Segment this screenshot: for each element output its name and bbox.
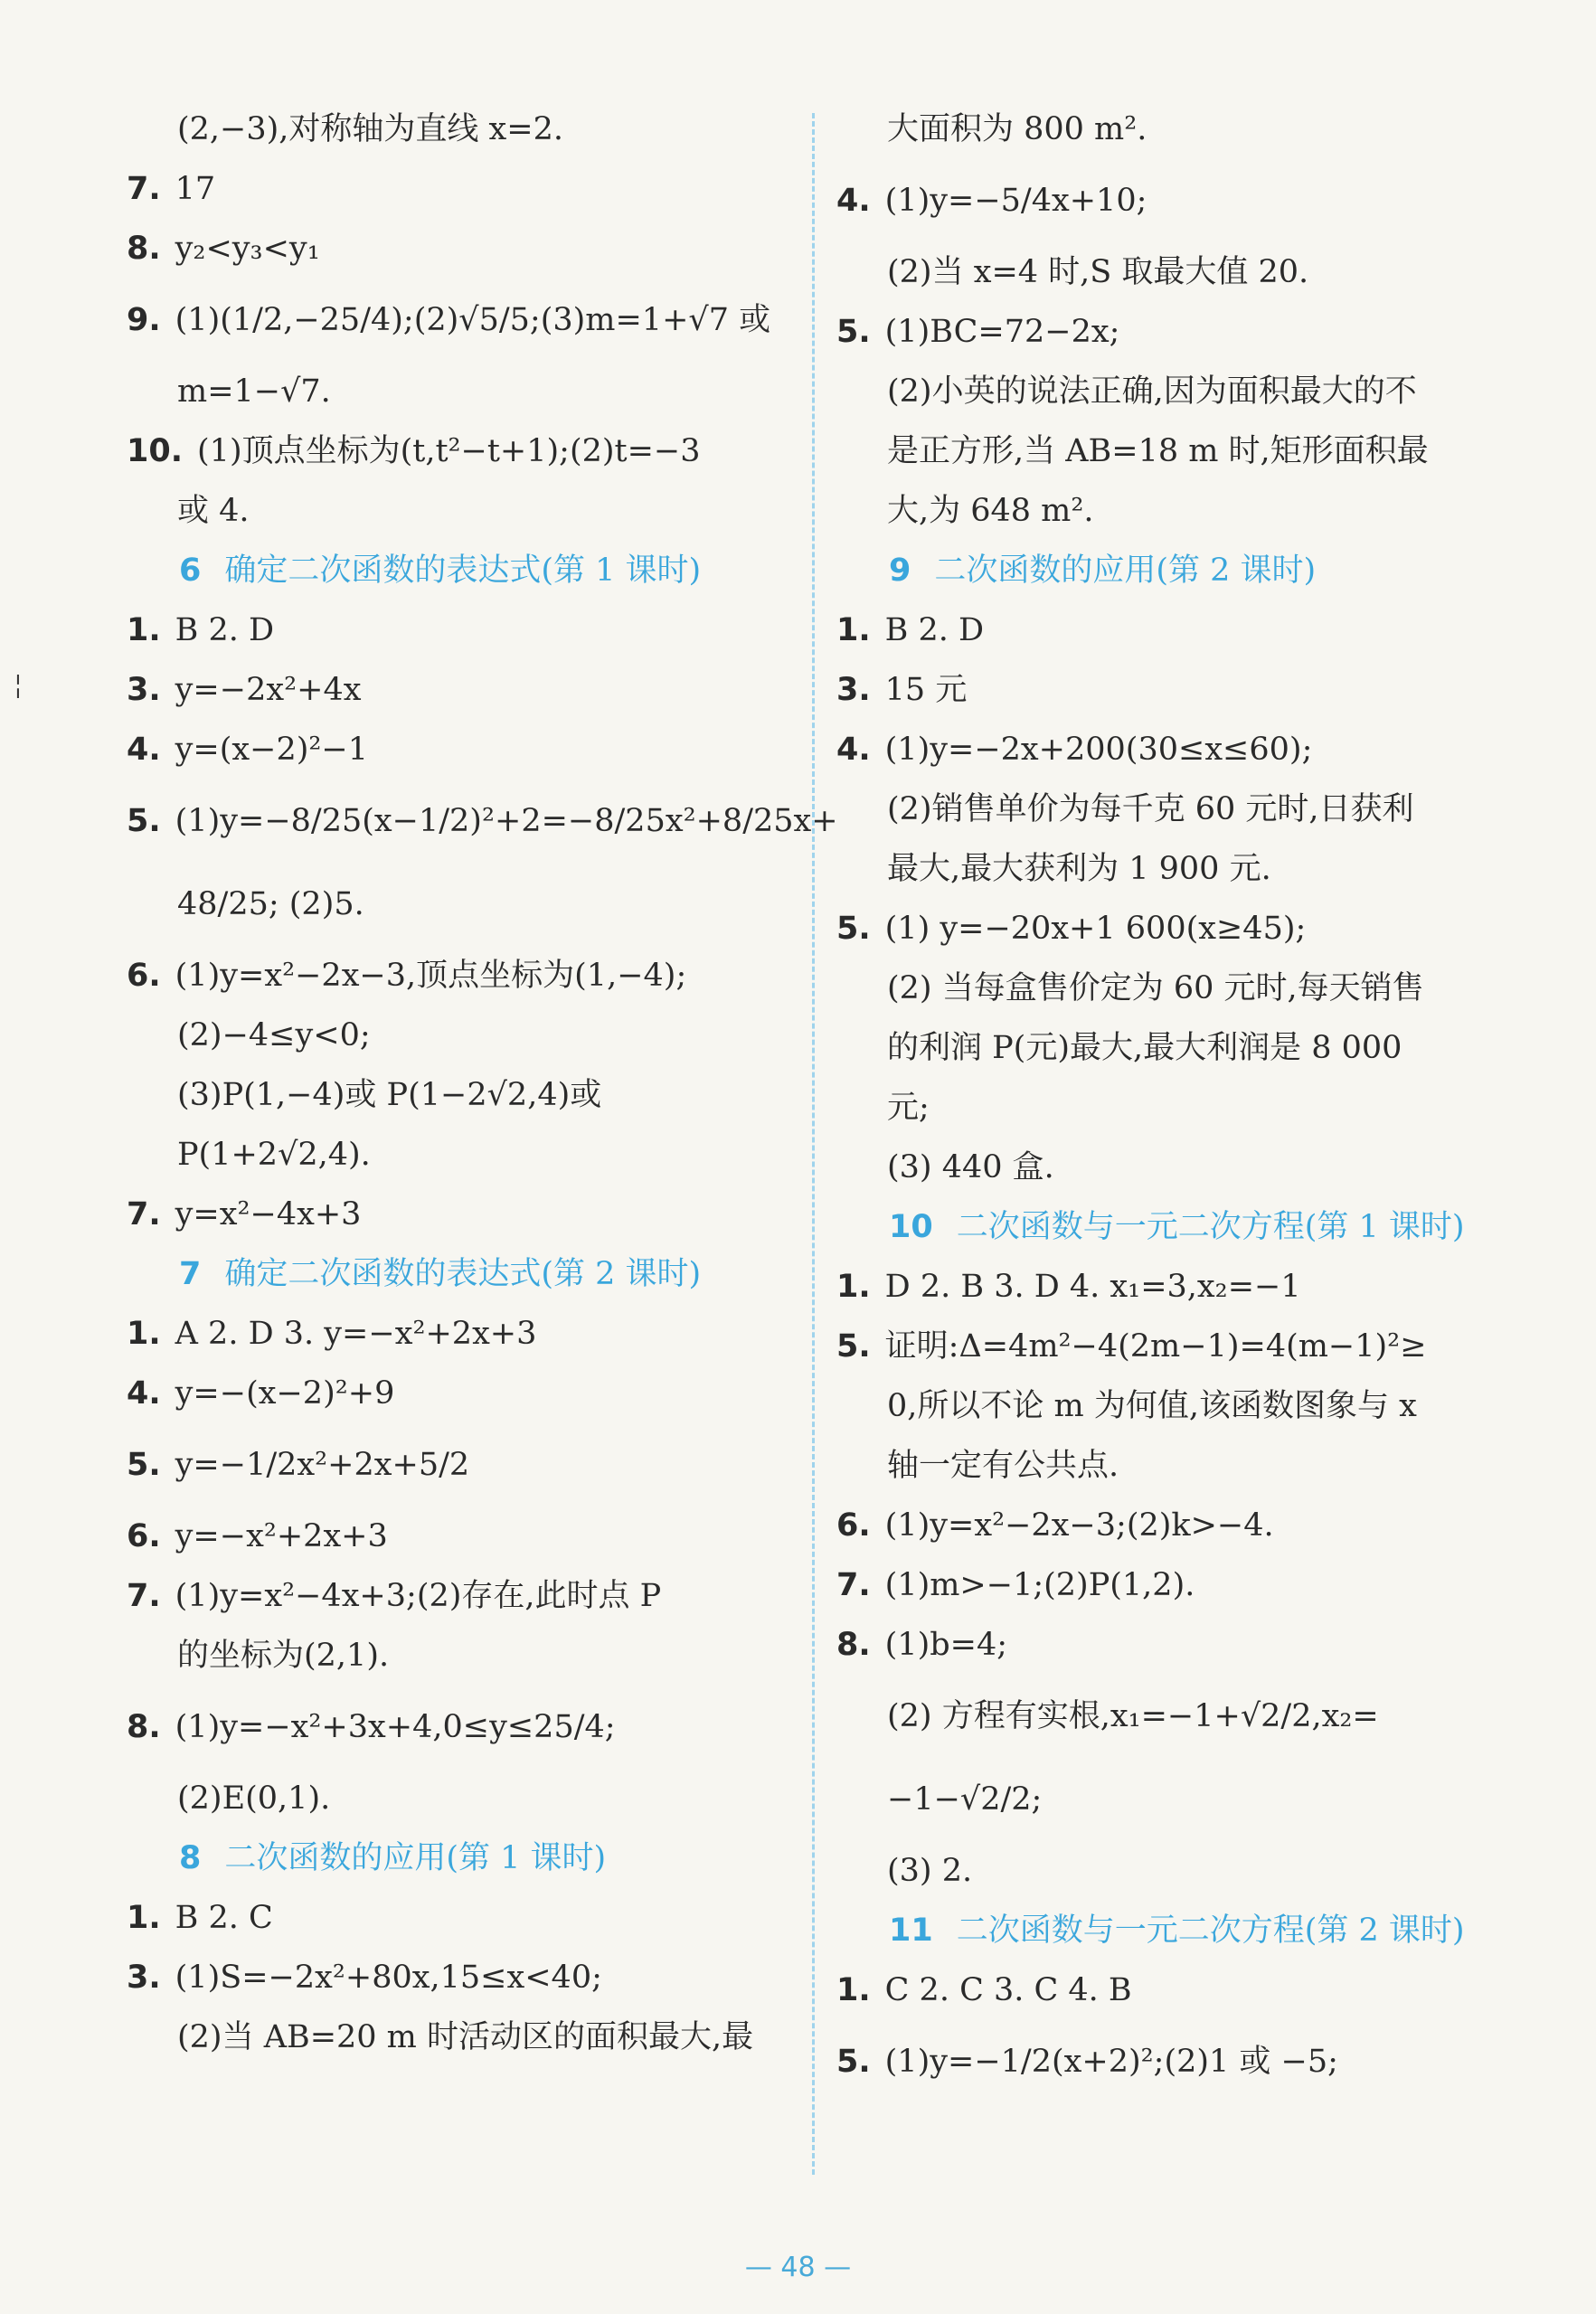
answer-line xyxy=(127,219,796,279)
answer-line xyxy=(127,863,796,946)
question-number: 1. xyxy=(836,612,871,648)
answer-text: 大面积为 800 m². xyxy=(887,111,1147,147)
question-number: 1. xyxy=(836,1972,871,2008)
question-number: 4. xyxy=(127,1375,161,1412)
answer-line xyxy=(127,1423,796,1506)
answer-line xyxy=(836,2020,1487,2103)
section-title: 二次函数的应用(第 2 课时) xyxy=(934,553,1317,589)
answer-line xyxy=(127,1185,796,1244)
question-number: 4. xyxy=(127,732,161,768)
question-number: 5. xyxy=(836,1328,871,1365)
question-number: 7. xyxy=(836,1567,871,1603)
question-number: 4. xyxy=(836,183,871,219)
answer-line xyxy=(836,1496,1487,1555)
answer-line xyxy=(836,959,1487,1018)
answer-text: (1)BC=72−2x; xyxy=(884,314,1120,350)
answer-text: 最大,最大获利为 1 900 元. xyxy=(887,851,1271,887)
answer-line xyxy=(127,279,796,362)
answer-line xyxy=(127,362,796,421)
section-title: 二次函数与一元二次方程(第 1 课时) xyxy=(956,1209,1465,1245)
answer-line xyxy=(127,1006,796,1065)
answer-text: −1−√2/2; xyxy=(887,1781,1043,1818)
answer-text: P(1+2√2,4). xyxy=(177,1137,371,1173)
answer-text: 元; xyxy=(887,1090,930,1126)
answer-line xyxy=(836,720,1487,779)
answer-text: 轴一定有公共点. xyxy=(887,1448,1119,1484)
answer-line xyxy=(836,302,1487,362)
right-column xyxy=(836,99,1487,2103)
section-heading xyxy=(127,1828,796,1888)
answer-text: (2)当 x=4 时,S 取最大值 20. xyxy=(887,254,1309,290)
answer-line xyxy=(836,1841,1487,1901)
answer-text: (2)E(0,1). xyxy=(177,1780,331,1817)
question-number: 5. xyxy=(127,1447,161,1483)
answer-text: y₂<y₃<y₁ xyxy=(175,231,320,267)
answer-line xyxy=(836,1018,1487,1078)
answer-line xyxy=(836,839,1487,899)
section-heading xyxy=(127,1244,796,1304)
answer-text: (3) 2. xyxy=(887,1853,973,1889)
answer-line xyxy=(127,421,796,481)
answer-text: A 2. D 3. y=−x²+2x+3 xyxy=(175,1316,537,1352)
answer-text: 的利润 P(元)最大,最大利润是 8 000 xyxy=(887,1030,1402,1066)
answer-text: y=(x−2)²−1 xyxy=(175,732,369,768)
question-number: 5. xyxy=(836,314,871,350)
answer-text: 0,所以不论 m 为何值,该函数图象与 x xyxy=(887,1388,1417,1424)
section-number: 10 xyxy=(889,1209,933,1245)
answer-line xyxy=(127,1769,796,1828)
answer-text: (1)y=−1/2(x+2)²;(2)1 或 −5; xyxy=(884,2044,1338,2080)
answer-text: (1)y=x²−2x−3;(2)k>−4. xyxy=(884,1507,1274,1544)
answer-text: 证明:Δ=4m²−4(2m−1)=4(m−1)²≥ xyxy=(884,1328,1427,1365)
answer-line xyxy=(836,481,1487,541)
question-number: 6. xyxy=(127,958,161,994)
section-number: 6 xyxy=(179,553,202,589)
answer-text: 17 xyxy=(175,171,216,207)
section-number: 11 xyxy=(889,1913,933,1949)
section-heading xyxy=(836,1901,1487,1960)
question-number: 1. xyxy=(127,1316,161,1352)
answer-text: y=x²−4x+3 xyxy=(175,1196,362,1233)
answer-line xyxy=(836,421,1487,481)
question-number: 3. xyxy=(127,672,161,708)
answer-text: m=1−√7. xyxy=(177,373,331,410)
answer-text: B 2. D xyxy=(175,612,275,648)
answer-line xyxy=(127,1065,796,1125)
answer-text: (3) 440 盒. xyxy=(887,1149,1054,1185)
section-heading xyxy=(127,541,796,600)
margin-mark: ╎ xyxy=(11,674,25,701)
section-number: 7 xyxy=(179,1256,202,1292)
answer-line xyxy=(836,600,1487,660)
answer-line xyxy=(836,1960,1487,2020)
answer-text: 是正方形,当 AB=18 m 时,矩形面积最 xyxy=(887,433,1429,469)
question-number: 7. xyxy=(127,1578,161,1614)
section-number: 8 xyxy=(179,1840,202,1876)
answer-text: (1)b=4; xyxy=(884,1627,1008,1663)
answer-text: (2)小英的说法正确,因为面积最大的不 xyxy=(887,373,1417,410)
answer-text: B 2. D xyxy=(884,612,985,648)
answer-line xyxy=(127,779,838,863)
answer-text: (1)S=−2x²+80x,15≤x<40; xyxy=(175,1960,602,1996)
answer-line xyxy=(836,1758,1487,1841)
answer-text: (2,−3),对称轴为直线 x=2. xyxy=(177,111,564,147)
answer-line xyxy=(127,2007,796,2067)
answer-text: 48/25; (2)5. xyxy=(177,886,364,922)
answer-text: 或 4. xyxy=(177,493,250,529)
answer-line xyxy=(836,899,1487,959)
answer-text: (1) y=−20x+1 600(x≥45); xyxy=(884,911,1307,947)
question-number: 1. xyxy=(127,612,161,648)
answer-text: (1)y=−2x+200(30≤x≤60); xyxy=(884,732,1313,768)
answer-text: (2) 方程有实根,x₁=−1+√2/2,x₂= xyxy=(887,1698,1379,1734)
section-heading xyxy=(836,1197,1487,1257)
question-number: 5. xyxy=(127,803,161,839)
question-number: 8. xyxy=(127,1709,161,1745)
answer-text: (1)(1/2,−25/4);(2)√5/5;(3)m=1+√7 或 xyxy=(175,302,771,338)
answer-line xyxy=(127,1364,796,1423)
answer-text: C 2. C 3. C 4. B xyxy=(884,1972,1132,2008)
answer-text: (2)−4≤y<0; xyxy=(177,1017,371,1053)
answer-line xyxy=(836,1078,1487,1138)
answer-line xyxy=(836,1257,1487,1317)
section-title: 二次函数与一元二次方程(第 2 课时) xyxy=(956,1913,1465,1949)
answer-text: 的坐标为(2,1). xyxy=(177,1638,390,1674)
answer-line xyxy=(836,242,1487,302)
section-number: 9 xyxy=(889,553,911,589)
answer-line xyxy=(836,1436,1487,1496)
answer-text: (2) 当每盒售价定为 60 元时,每天销售 xyxy=(887,970,1424,1006)
answer-text: y=−1/2x²+2x+5/2 xyxy=(175,1447,470,1483)
answer-text: (1)顶点坐标为(t,t²−t+1);(2)t=−3 xyxy=(197,433,701,469)
question-number: 3. xyxy=(127,1960,161,1996)
question-number: 9. xyxy=(127,302,161,338)
answer-text: (3)P(1,−4)或 P(1−2√2,4)或 xyxy=(177,1077,602,1113)
question-number: 3. xyxy=(836,672,871,708)
answer-line xyxy=(836,1317,1487,1376)
question-number: 1. xyxy=(836,1269,871,1305)
answer-text: (1)y=x²−4x+3;(2)存在,此时点 P xyxy=(175,1578,662,1614)
answer-line xyxy=(836,99,1487,159)
answer-text: y=−(x−2)²+9 xyxy=(175,1375,395,1412)
answer-text: (1)y=−x²+3x+4,0≤y≤25/4; xyxy=(175,1709,616,1745)
question-number: 4. xyxy=(836,732,871,768)
question-number: 10. xyxy=(127,433,184,469)
column-divider xyxy=(812,113,815,2175)
section-title: 二次函数的应用(第 1 课时) xyxy=(224,1840,607,1876)
answer-line xyxy=(836,362,1487,421)
answer-line xyxy=(836,1675,1487,1758)
answer-line xyxy=(836,660,1487,720)
question-number: 5. xyxy=(836,911,871,947)
answer-line xyxy=(127,159,796,219)
answer-text: (1)y=−8/25(x−1/2)²+2=−8/25x²+8/25x+ xyxy=(175,803,838,839)
answer-text: y=−2x²+4x xyxy=(175,672,362,708)
left-column xyxy=(127,99,838,2067)
answer-text: B 2. C xyxy=(175,1900,273,1936)
answer-line xyxy=(127,1686,796,1769)
page-number: — 48 — xyxy=(744,2252,852,2283)
question-number: 8. xyxy=(836,1627,871,1663)
section-title: 确定二次函数的表达式(第 2 课时) xyxy=(224,1256,702,1292)
answer-line xyxy=(127,1888,796,1948)
answer-text: 15 元 xyxy=(884,672,968,708)
answer-line xyxy=(127,481,796,541)
answer-line xyxy=(127,1948,796,2007)
answer-line xyxy=(127,1304,796,1364)
answer-line xyxy=(127,1566,796,1626)
answer-line xyxy=(836,159,1487,242)
answer-line xyxy=(836,1376,1487,1436)
answer-text: D 2. B 3. D 4. x₁=3,x₂=−1 xyxy=(884,1269,1301,1305)
answer-line xyxy=(127,99,796,159)
answer-line xyxy=(127,1506,796,1566)
answer-line xyxy=(836,1615,1487,1675)
answer-line xyxy=(127,946,796,1006)
question-number: 1. xyxy=(127,1900,161,1936)
answer-text: (2)销售单价为每千克 60 元时,日获利 xyxy=(887,791,1414,827)
answer-line xyxy=(127,720,796,779)
section-title: 确定二次函数的表达式(第 1 课时) xyxy=(224,553,702,589)
answer-line xyxy=(836,1138,1487,1197)
answer-line xyxy=(127,600,796,660)
answer-text: (1)y=−5/4x+10; xyxy=(884,183,1147,219)
question-number: 7. xyxy=(127,1196,161,1233)
question-number: 5. xyxy=(836,2044,871,2080)
question-number: 6. xyxy=(127,1518,161,1554)
answer-text: (1)y=x²−2x−3,顶点坐标为(1,−4); xyxy=(175,958,687,994)
question-number: 7. xyxy=(127,171,161,207)
answer-text: (2)当 AB=20 m 时活动区的面积最大,最 xyxy=(177,2019,754,2055)
answer-line xyxy=(127,1125,796,1185)
section-heading xyxy=(836,541,1487,600)
answer-text: y=−x²+2x+3 xyxy=(175,1518,388,1554)
answer-line xyxy=(127,660,796,720)
question-number: 6. xyxy=(836,1507,871,1544)
answer-line xyxy=(836,1555,1487,1615)
answer-line xyxy=(127,1626,796,1686)
answer-line xyxy=(836,779,1487,839)
answer-text: (1)m>−1;(2)P(1,2). xyxy=(884,1567,1195,1603)
answer-text: 大,为 648 m². xyxy=(887,493,1094,529)
question-number: 8. xyxy=(127,231,161,267)
